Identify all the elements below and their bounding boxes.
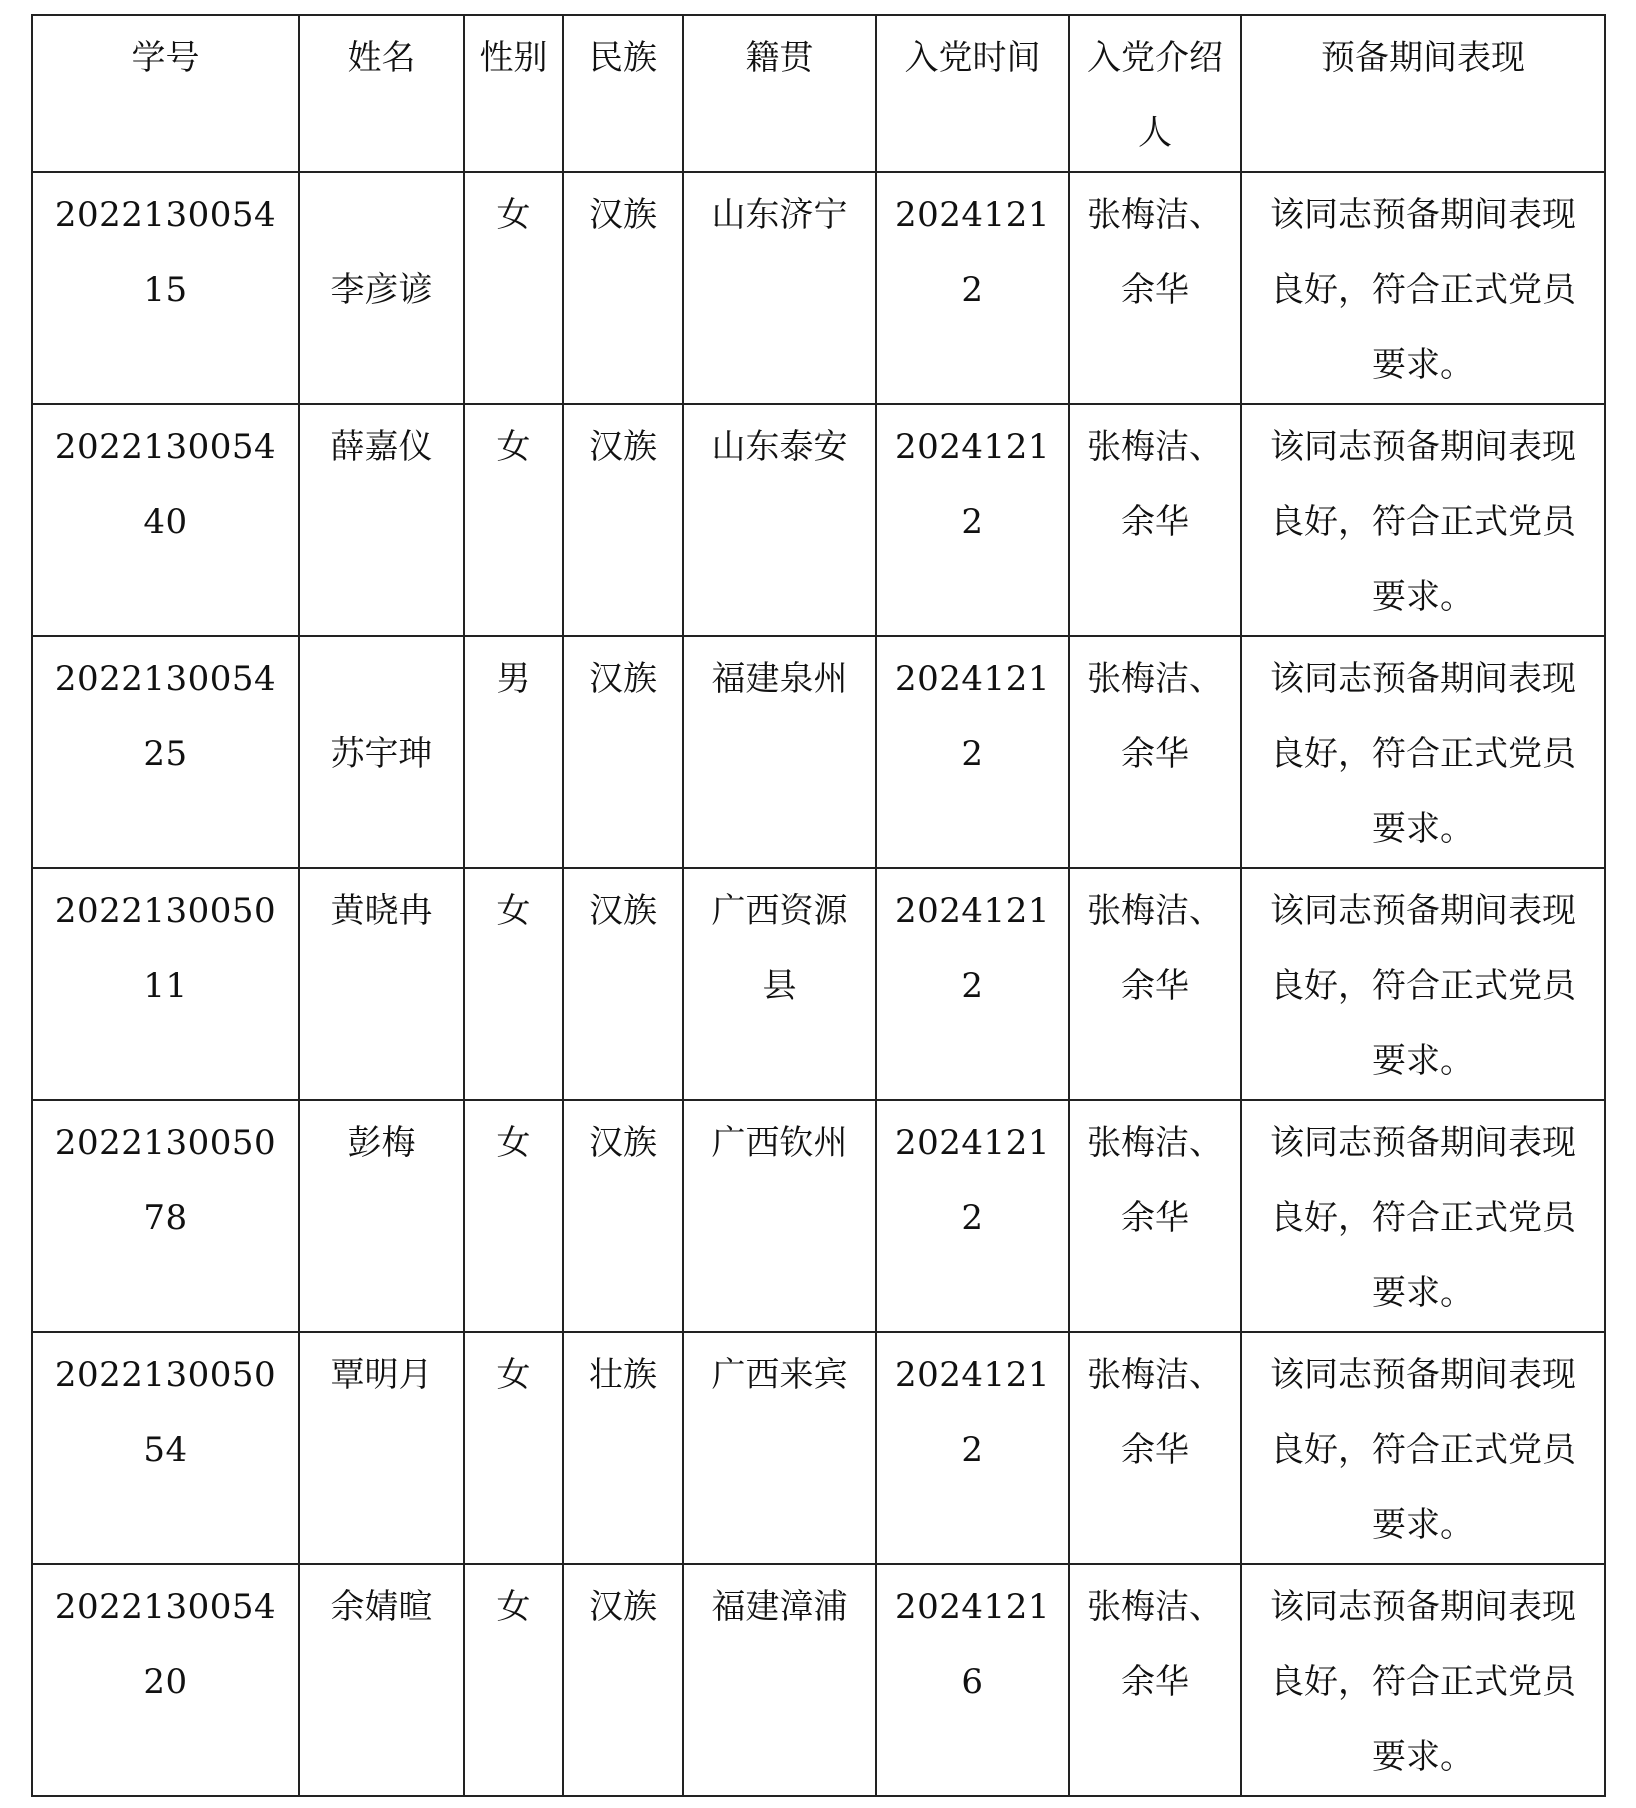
header-performance: 预备期间表现 bbox=[1241, 15, 1605, 172]
cell-performance: 该同志预备期间表现良好，符合正式党员要求。 bbox=[1241, 172, 1605, 404]
cell-introducers: 张梅洁、余华 bbox=[1069, 1332, 1241, 1564]
cell-join-date: 20241212 bbox=[876, 404, 1069, 636]
table-row bbox=[32, 404, 1605, 636]
header-student-id: 学号 bbox=[32, 15, 299, 172]
table-row bbox=[32, 1332, 1605, 1564]
cell-performance: 该同志预备期间表现良好，符合正式党员要求。 bbox=[1241, 1100, 1605, 1332]
cell-student-id: 202213005054 bbox=[32, 1332, 299, 1564]
cell-gender: 女 bbox=[464, 1100, 563, 1332]
cell-gender: 女 bbox=[464, 172, 563, 404]
header-row bbox=[32, 15, 1605, 172]
table-row bbox=[32, 636, 1605, 868]
cell-student-id: 202213005425 bbox=[32, 636, 299, 868]
header-join-date: 入党时间 bbox=[876, 15, 1069, 172]
cell-performance: 该同志预备期间表现良好，符合正式党员要求。 bbox=[1241, 868, 1605, 1100]
cell-performance: 该同志预备期间表现良好，符合正式党员要求。 bbox=[1241, 1564, 1605, 1796]
cell-gender: 男 bbox=[464, 636, 563, 868]
cell-ethnicity: 汉族 bbox=[563, 172, 683, 404]
header-introducers: 入党介绍人 bbox=[1069, 15, 1241, 172]
cell-ethnicity: 壮族 bbox=[563, 1332, 683, 1564]
cell-student-id: 202213005415 bbox=[32, 172, 299, 404]
cell-gender: 女 bbox=[464, 1564, 563, 1796]
table-row bbox=[32, 1100, 1605, 1332]
header-ethnicity: 民族 bbox=[563, 15, 683, 172]
cell-ethnicity: 汉族 bbox=[563, 1100, 683, 1332]
cell-join-date: 20241212 bbox=[876, 868, 1069, 1100]
cell-ethnicity: 汉族 bbox=[563, 636, 683, 868]
cell-origin: 山东济宁 bbox=[683, 172, 876, 404]
cell-performance: 该同志预备期间表现良好，符合正式党员要求。 bbox=[1241, 636, 1605, 868]
cell-introducers: 张梅洁、余华 bbox=[1069, 636, 1241, 868]
cell-ethnicity: 汉族 bbox=[563, 868, 683, 1100]
cell-introducers: 张梅洁、余华 bbox=[1069, 404, 1241, 636]
cell-origin: 广西资源县 bbox=[683, 868, 876, 1100]
cell-join-date: 20241212 bbox=[876, 1332, 1069, 1564]
cell-name: 李彦谚 bbox=[299, 172, 464, 404]
header-origin: 籍贯 bbox=[683, 15, 876, 172]
table-row bbox=[32, 1564, 1605, 1796]
cell-performance: 该同志预备期间表现良好，符合正式党员要求。 bbox=[1241, 404, 1605, 636]
cell-join-date: 20241212 bbox=[876, 172, 1069, 404]
cell-introducers: 张梅洁、余华 bbox=[1069, 1564, 1241, 1796]
cell-introducers: 张梅洁、余华 bbox=[1069, 1100, 1241, 1332]
cell-introducers: 张梅洁、余华 bbox=[1069, 868, 1241, 1100]
table-row bbox=[32, 172, 1605, 404]
header-name: 姓名 bbox=[299, 15, 464, 172]
cell-introducers: 张梅洁、余华 bbox=[1069, 172, 1241, 404]
cell-name: 余婧暄 bbox=[299, 1564, 464, 1796]
cell-join-date: 20241212 bbox=[876, 636, 1069, 868]
cell-name: 薛嘉仪 bbox=[299, 404, 464, 636]
cell-name: 覃明月 bbox=[299, 1332, 464, 1564]
cell-gender: 女 bbox=[464, 868, 563, 1100]
header-gender: 性别 bbox=[464, 15, 563, 172]
cell-origin: 福建泉州 bbox=[683, 636, 876, 868]
cell-gender: 女 bbox=[464, 1332, 563, 1564]
cell-student-id: 202213005078 bbox=[32, 1100, 299, 1332]
cell-name: 彭梅 bbox=[299, 1100, 464, 1332]
cell-student-id: 202213005420 bbox=[32, 1564, 299, 1796]
cell-origin: 山东泰安 bbox=[683, 404, 876, 636]
cell-student-id: 202213005440 bbox=[32, 404, 299, 636]
cell-join-date: 20241216 bbox=[876, 1564, 1069, 1796]
table-row bbox=[32, 868, 1605, 1100]
cell-origin: 广西钦州 bbox=[683, 1100, 876, 1332]
party-member-table bbox=[31, 14, 1606, 1797]
cell-join-date: 20241212 bbox=[876, 1100, 1069, 1332]
cell-name: 黄晓冉 bbox=[299, 868, 464, 1100]
cell-performance: 该同志预备期间表现良好，符合正式党员要求。 bbox=[1241, 1332, 1605, 1564]
cell-gender: 女 bbox=[464, 404, 563, 636]
cell-origin: 广西来宾 bbox=[683, 1332, 876, 1564]
cell-ethnicity: 汉族 bbox=[563, 1564, 683, 1796]
cell-student-id: 202213005011 bbox=[32, 868, 299, 1100]
cell-origin: 福建漳浦 bbox=[683, 1564, 876, 1796]
cell-name: 苏宇珅 bbox=[299, 636, 464, 868]
cell-ethnicity: 汉族 bbox=[563, 404, 683, 636]
